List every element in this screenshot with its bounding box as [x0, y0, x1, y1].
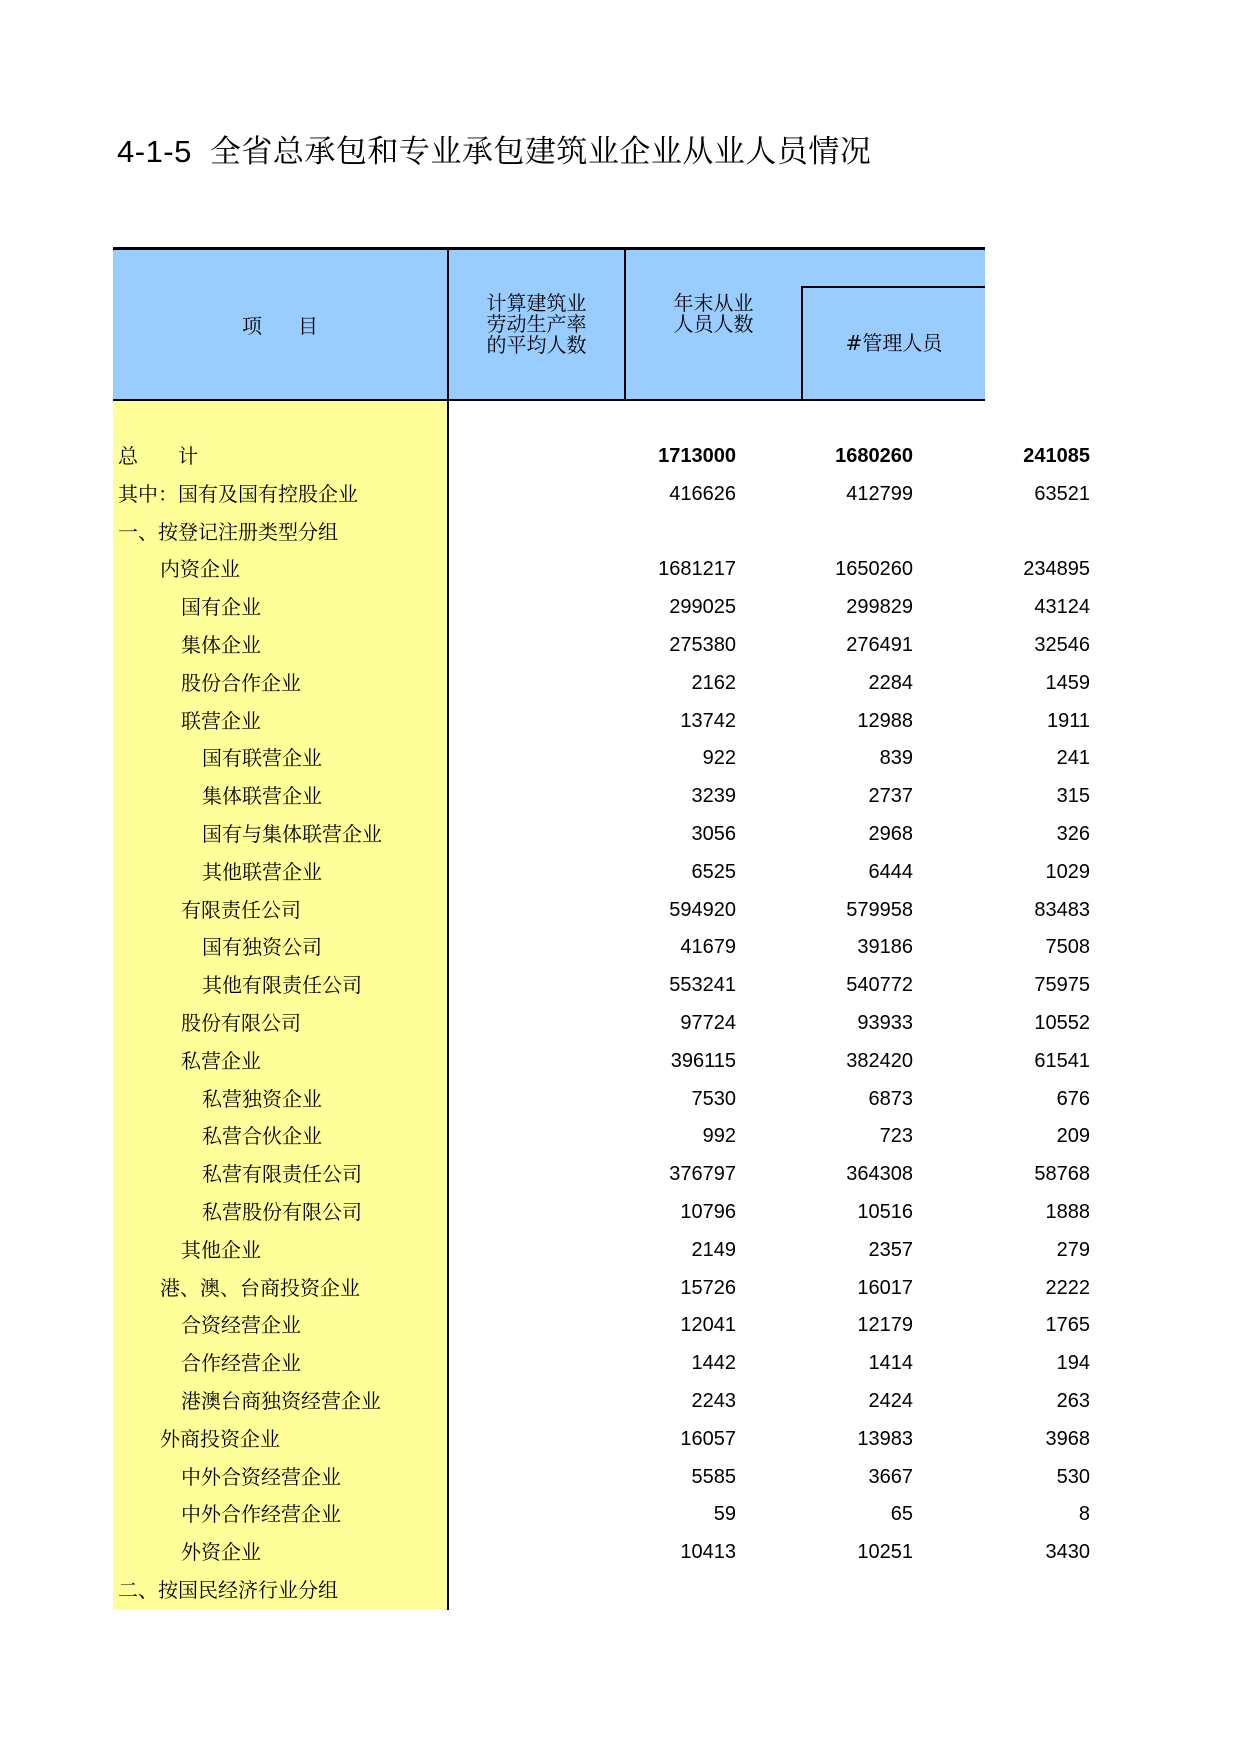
row-label: 国有联营企业: [202, 746, 322, 771]
management-staff-value: 209: [1056, 1125, 1090, 1148]
management-staff-value: 279: [1056, 1238, 1090, 1261]
avg-workers-value: 1713000: [658, 445, 736, 467]
management-staff-value: 241: [1056, 747, 1090, 770]
table-row: [113, 1421, 1090, 1459]
table-row: [113, 514, 985, 552]
year-end-workers-value: 3667: [868, 1465, 913, 1488]
row-label: 集体企业: [181, 632, 261, 657]
management-staff-value: 1911: [1046, 709, 1090, 732]
year-end-workers-value: 2737: [868, 785, 913, 808]
year-end-workers-value: 12179: [857, 1314, 913, 1337]
avg-workers-value: 3239: [691, 785, 736, 808]
table-row: [113, 1307, 1090, 1345]
year-end-workers-value: 1650260: [835, 558, 913, 581]
year-end-workers-value: 299829: [846, 596, 913, 619]
row-label: 合作经营企业: [181, 1351, 301, 1376]
management-staff-value: 1888: [1045, 1200, 1090, 1223]
management-staff-value: 676: [1056, 1087, 1090, 1110]
table-row: [113, 1496, 1090, 1534]
management-staff-value: 3430: [1045, 1541, 1090, 1564]
row-label: 二、按国民经济行业分组: [118, 1577, 338, 1602]
year-end-workers-value: 6444: [868, 860, 913, 883]
row-label: 联营企业: [181, 708, 261, 733]
management-staff-value: 32546: [1034, 633, 1090, 656]
avg-workers-value: 15726: [680, 1276, 736, 1299]
management-staff-value: 3968: [1045, 1427, 1090, 1450]
table-row: [113, 1005, 1090, 1043]
management-staff-value: 194: [1056, 1352, 1090, 1375]
table-row: [113, 589, 1090, 627]
management-staff-value: 10552: [1034, 1011, 1090, 1034]
management-staff-value: 1459: [1045, 671, 1090, 694]
row-label: 国有与集体联营企业: [202, 821, 382, 846]
year-end-workers-value: 2424: [868, 1389, 913, 1412]
management-staff-value: 8: [1078, 1503, 1090, 1526]
management-staff-value: 7508: [1045, 936, 1090, 959]
table-row: [113, 1383, 1090, 1421]
table-row: [113, 476, 1090, 514]
year-end-workers-value: 2284: [868, 671, 913, 694]
row-label: 股份有限公司: [181, 1010, 301, 1035]
year-end-workers-value: 93933: [857, 1011, 913, 1034]
avg-workers-value: 13742: [680, 709, 736, 732]
row-label: 有限责任公司: [181, 897, 301, 922]
avg-workers-value: 416626: [669, 482, 736, 505]
row-label: 国有企业: [181, 595, 261, 620]
management-staff-value: 2222: [1045, 1276, 1090, 1299]
table-row: [113, 1156, 1090, 1194]
table-row: [113, 967, 1090, 1005]
row-label: 港、澳、台商投资企业: [160, 1275, 360, 1300]
header-item: 项目: [242, 314, 354, 338]
row-label: 中外合作经营企业: [181, 1502, 341, 1527]
table-header: [113, 247, 985, 401]
table-code: 4-1-5: [117, 134, 192, 169]
year-end-workers-value: 579958: [846, 898, 913, 921]
row-label: 私营合伙企业: [202, 1124, 322, 1149]
avg-workers-value: 5585: [691, 1465, 736, 1488]
avg-workers-value: 1681217: [658, 558, 736, 581]
avg-workers-value: 97724: [680, 1011, 736, 1034]
year-end-workers-value: 16017: [857, 1276, 913, 1299]
row-label: 一、按登记注册类型分组: [118, 519, 338, 544]
avg-workers-value: 275380: [669, 633, 736, 656]
row-label: 其他联营企业: [202, 859, 322, 884]
year-end-workers-value: 382420: [846, 1049, 913, 1072]
row-label: 私营股份有限公司: [202, 1199, 362, 1224]
header-year-end-workers: 年末从业 人员人数: [673, 291, 754, 336]
table-row: [113, 740, 1090, 778]
table-row: [113, 1572, 985, 1610]
year-end-workers-value: 39186: [857, 936, 913, 959]
management-staff-value: 263: [1056, 1389, 1090, 1412]
avg-workers-value: 16057: [680, 1427, 736, 1450]
table-row: [113, 778, 1090, 816]
management-staff-value: 58768: [1034, 1163, 1090, 1186]
management-staff-value: 326: [1056, 822, 1090, 845]
table-row: [113, 1081, 1090, 1119]
year-end-workers-value: 10251: [857, 1541, 913, 1564]
management-staff-value: 530: [1056, 1465, 1090, 1488]
table-row: [113, 892, 1090, 930]
row-label: 集体联营企业: [202, 784, 322, 809]
avg-workers-value: 1442: [691, 1352, 736, 1375]
year-end-workers-value: 412799: [846, 482, 913, 505]
row-label: 其他有限责任公司: [202, 973, 362, 998]
year-end-workers-value: 2357: [868, 1238, 913, 1261]
row-label: 外资企业: [181, 1540, 261, 1565]
management-staff-value: 234895: [1023, 558, 1090, 581]
year-end-workers-value: 2968: [868, 822, 913, 845]
table-row: [113, 551, 1090, 589]
row-label: 外商投资企业: [160, 1426, 280, 1451]
year-end-workers-value: 1680260: [835, 445, 913, 467]
table-row: [113, 1459, 1090, 1497]
row-label: 总 计: [118, 444, 198, 468]
table-title: 全省总承包和专业承包建筑业企业从业人员情况: [209, 134, 872, 170]
management-staff-value: 315: [1056, 785, 1090, 808]
avg-workers-value: 553241: [669, 974, 736, 997]
row-label: 国有独资公司: [202, 935, 322, 960]
avg-workers-value: 922: [702, 747, 736, 770]
row-label: 港澳台商独资经营企业: [181, 1388, 381, 1413]
table-row: [113, 627, 1090, 665]
row-label: 私营有限责任公司: [202, 1162, 362, 1187]
table-row: [113, 816, 1090, 854]
year-end-workers-value: 10516: [857, 1200, 913, 1223]
table-row: [113, 1345, 1090, 1383]
year-end-workers-value: 364308: [846, 1163, 913, 1186]
avg-workers-value: 396115: [670, 1049, 736, 1072]
avg-workers-value: 992: [702, 1125, 736, 1148]
avg-workers-value: 2162: [691, 671, 736, 694]
header-management-staff: #管理人员: [845, 331, 943, 355]
table-row: [113, 665, 1090, 703]
avg-workers-value: 41679: [680, 936, 736, 959]
year-end-workers-value: 13983: [857, 1427, 913, 1450]
table-row: [113, 1270, 1090, 1308]
year-end-workers-value: 6873: [868, 1087, 913, 1110]
management-staff-value: 241085: [1023, 445, 1090, 467]
avg-workers-value: 299025: [669, 596, 736, 619]
avg-workers-value: 10413: [680, 1541, 736, 1564]
avg-workers-value: 59: [713, 1503, 736, 1526]
table-row: [113, 1043, 1090, 1081]
avg-workers-value: 3056: [691, 822, 736, 845]
row-label: 股份合作企业: [181, 670, 301, 695]
row-label: 私营企业: [181, 1048, 261, 1073]
table-row: [113, 1534, 1090, 1572]
year-end-workers-value: 723: [879, 1125, 913, 1148]
avg-workers-value: 12041: [680, 1314, 736, 1337]
row-label: 合资经营企业: [181, 1313, 301, 1338]
avg-workers-value: 10796: [680, 1200, 736, 1223]
avg-workers-value: 594920: [669, 898, 736, 921]
table-body: [113, 438, 1090, 1610]
table-row: [113, 1232, 1090, 1270]
year-end-workers-value: 1414: [868, 1352, 913, 1375]
avg-workers-value: 2149: [691, 1238, 736, 1261]
table-row: [113, 703, 1090, 741]
table-row: [113, 1118, 1090, 1156]
management-staff-value: 43124: [1034, 596, 1090, 619]
management-staff-value: 61541: [1034, 1049, 1090, 1072]
management-staff-value: 1029: [1045, 860, 1090, 883]
management-staff-value: 83483: [1034, 898, 1090, 921]
page-title: [117, 126, 871, 171]
year-end-workers-value: 839: [879, 747, 913, 770]
table-row: [113, 438, 1090, 476]
year-end-workers-value: 276491: [846, 633, 913, 656]
management-staff-value: 63521: [1034, 482, 1090, 505]
management-staff-value: 1765: [1045, 1314, 1090, 1337]
table-row: [113, 929, 1090, 967]
avg-workers-value: 376797: [669, 1163, 736, 1186]
row-label: 中外合资经营企业: [181, 1464, 341, 1489]
avg-workers-value: 2243: [691, 1389, 736, 1412]
table-row: [113, 1194, 1090, 1232]
avg-workers-value: 6525: [691, 860, 736, 883]
row-label: 其他企业: [181, 1237, 261, 1262]
row-label: 内资企业: [160, 557, 240, 582]
year-end-workers-value: 65: [890, 1503, 913, 1526]
table-row: [113, 854, 1090, 892]
row-label: 其中：国有及国有控股企业: [118, 481, 358, 506]
management-staff-value: 75975: [1034, 974, 1090, 997]
header-avg-workers: 计算建筑业 劳动生产率 的平均人数: [486, 291, 587, 357]
year-end-workers-value: 12988: [857, 709, 913, 732]
row-label: 私营独资企业: [202, 1086, 322, 1111]
avg-workers-value: 7530: [691, 1087, 736, 1110]
year-end-workers-value: 540772: [846, 974, 913, 997]
